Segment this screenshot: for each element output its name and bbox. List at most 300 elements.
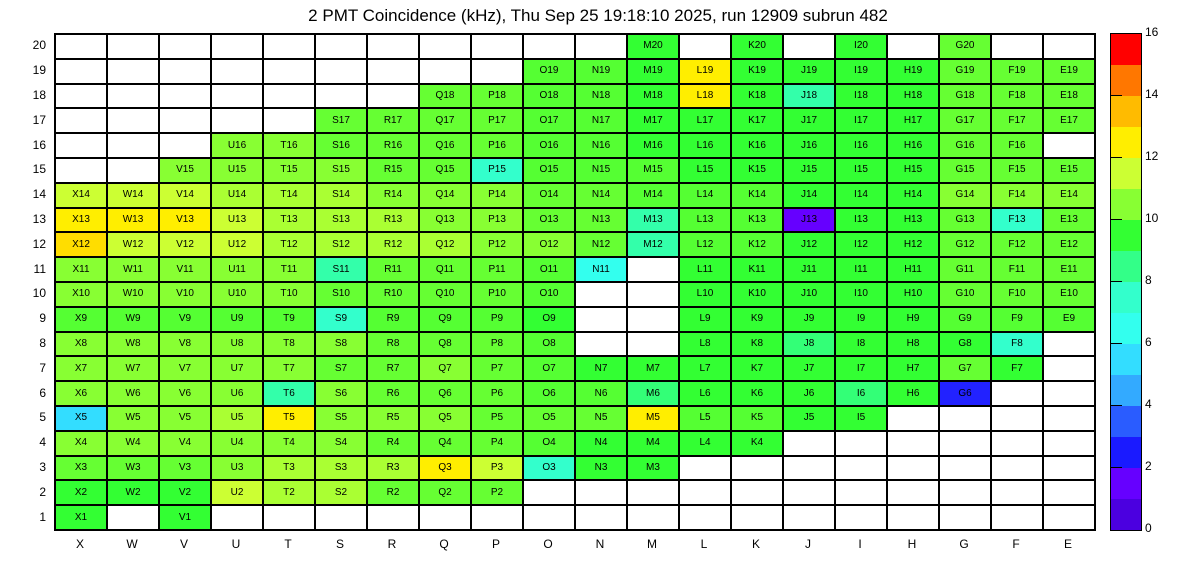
heatmap-cell-empty <box>575 307 627 332</box>
heatmap-cell-empty <box>627 332 679 357</box>
heatmap-cell: J10 <box>783 282 835 307</box>
heatmap-cell: S10 <box>315 282 367 307</box>
heatmap-cell-empty <box>263 108 315 133</box>
heatmap-cell: L19 <box>679 59 731 84</box>
heatmap-cell-empty <box>991 505 1043 530</box>
colorbar-tick-label: 12 <box>1145 149 1159 163</box>
y-axis-tick-label: 2 <box>39 484 46 499</box>
heatmap-cell: M3 <box>627 456 679 481</box>
heatmap-cell: I9 <box>835 307 887 332</box>
heatmap-cell-empty <box>835 431 887 456</box>
colorbar-tick-label: 10 <box>1145 211 1159 225</box>
heatmap-cell-empty <box>159 84 211 109</box>
heatmap-cell-empty <box>679 505 731 530</box>
heatmap-cell: H7 <box>887 356 939 381</box>
heatmap-cell: P6 <box>471 381 523 406</box>
heatmap-cell: T2 <box>263 480 315 505</box>
heatmap-cell: R7 <box>367 356 419 381</box>
heatmap-cell: J12 <box>783 232 835 257</box>
heatmap-cell: O16 <box>523 133 575 158</box>
heatmap-cell: Q5 <box>419 406 471 431</box>
heatmap-cell: H15 <box>887 158 939 183</box>
heatmap-cell-empty <box>991 431 1043 456</box>
heatmap-cell: G11 <box>939 257 991 282</box>
heatmap-cell-empty <box>835 480 887 505</box>
heatmap-cell: L10 <box>679 282 731 307</box>
heatmap-cell: F15 <box>991 158 1043 183</box>
colorbar-segment <box>1111 158 1141 189</box>
heatmap-cell: T8 <box>263 332 315 357</box>
heatmap-cell: Q7 <box>419 356 471 381</box>
heatmap-cell-empty <box>367 505 419 530</box>
heatmap-cell: J7 <box>783 356 835 381</box>
heatmap-cell: U14 <box>211 183 263 208</box>
heatmap-cell: M7 <box>627 356 679 381</box>
heatmap-cell: H10 <box>887 282 939 307</box>
heatmap-cell: T3 <box>263 456 315 481</box>
heatmap-cell: G10 <box>939 282 991 307</box>
heatmap-cell: S16 <box>315 133 367 158</box>
heatmap-cell: I10 <box>835 282 887 307</box>
heatmap-cell: R4 <box>367 431 419 456</box>
heatmap-cell: X9 <box>55 307 107 332</box>
heatmap-cell-empty <box>783 456 835 481</box>
heatmap-cell: N13 <box>575 208 627 233</box>
heatmap-cell-empty <box>211 34 263 59</box>
heatmap-cell: O8 <box>523 332 575 357</box>
heatmap-cell: K19 <box>731 59 783 84</box>
heatmap-cell-empty <box>1043 381 1095 406</box>
heatmap-cell-empty <box>263 34 315 59</box>
heatmap-cell: V9 <box>159 307 211 332</box>
heatmap-cell-empty <box>991 34 1043 59</box>
heatmap-cell: I5 <box>835 406 887 431</box>
heatmap-cell: M15 <box>627 158 679 183</box>
colorbar-segment <box>1111 251 1141 282</box>
heatmap-cell: L6 <box>679 381 731 406</box>
heatmap-cell-empty <box>55 59 107 84</box>
heatmap-cell-empty <box>887 431 939 456</box>
heatmap-cell: U5 <box>211 406 263 431</box>
heatmap-cell-empty <box>783 431 835 456</box>
heatmap-cell-empty <box>263 505 315 530</box>
heatmap-cell-empty <box>159 108 211 133</box>
heatmap-cell: L4 <box>679 431 731 456</box>
heatmap-cell: W6 <box>107 381 159 406</box>
heatmap-cell: I20 <box>835 34 887 59</box>
heatmap-cell: F8 <box>991 332 1043 357</box>
heatmap-cell-empty <box>419 34 471 59</box>
heatmap-cell: X5 <box>55 406 107 431</box>
heatmap-cell: Q12 <box>419 232 471 257</box>
y-axis-tick-label: 17 <box>32 112 46 127</box>
heatmap-cell-empty <box>939 406 991 431</box>
heatmap-cell: N18 <box>575 84 627 109</box>
heatmap-cell-empty <box>575 34 627 59</box>
x-axis-tick-label: M <box>647 537 657 551</box>
heatmap-cell: O9 <box>523 307 575 332</box>
heatmap-cell: N5 <box>575 406 627 431</box>
heatmap-cell-empty <box>263 84 315 109</box>
heatmap-cell: T13 <box>263 208 315 233</box>
x-axis-tick-label: H <box>907 537 917 551</box>
colorbar-segment <box>1111 65 1141 96</box>
heatmap-cell: O19 <box>523 59 575 84</box>
heatmap-cell-empty <box>887 406 939 431</box>
heatmap-cell-empty <box>471 34 523 59</box>
heatmap-cell: K15 <box>731 158 783 183</box>
heatmap-cell-empty <box>1043 356 1095 381</box>
heatmap-cell: G17 <box>939 108 991 133</box>
heatmap-cell: N15 <box>575 158 627 183</box>
heatmap-cell: M13 <box>627 208 679 233</box>
heatmap-cell: H11 <box>887 257 939 282</box>
heatmap-cell: J19 <box>783 59 835 84</box>
heatmap-cell-empty <box>939 505 991 530</box>
heatmap-cell: P9 <box>471 307 523 332</box>
heatmap-cell: S9 <box>315 307 367 332</box>
heatmap-cell: V11 <box>159 257 211 282</box>
heatmap-cell: Q17 <box>419 108 471 133</box>
heatmap-cell: Q9 <box>419 307 471 332</box>
colorbar-segment <box>1111 34 1141 65</box>
heatmap-cell: K8 <box>731 332 783 357</box>
heatmap-cell: U11 <box>211 257 263 282</box>
heatmap-cell-empty <box>575 282 627 307</box>
heatmap-cell: X6 <box>55 381 107 406</box>
heatmap-cell: U16 <box>211 133 263 158</box>
x-axis-tick-label: O <box>543 537 553 551</box>
heatmap-cell-empty <box>159 133 211 158</box>
heatmap-cell-empty <box>991 456 1043 481</box>
heatmap-cell: X8 <box>55 332 107 357</box>
x-axis-tick-label: K <box>751 537 760 551</box>
heatmap-cell: G8 <box>939 332 991 357</box>
heatmap-cell: K6 <box>731 381 783 406</box>
heatmap-cell-empty <box>939 431 991 456</box>
heatmap-cell: T7 <box>263 356 315 381</box>
heatmap-cell: U10 <box>211 282 263 307</box>
colorbar-segment <box>1111 468 1141 499</box>
heatmap-cell: E18 <box>1043 84 1095 109</box>
heatmap-cell: K13 <box>731 208 783 233</box>
heatmap-cell: W9 <box>107 307 159 332</box>
heatmap-cell: I16 <box>835 133 887 158</box>
heatmap-cell: I7 <box>835 356 887 381</box>
heatmap-cell: M6 <box>627 381 679 406</box>
heatmap-cell: N19 <box>575 59 627 84</box>
heatmap-cell: R16 <box>367 133 419 158</box>
heatmap-cell: U8 <box>211 332 263 357</box>
colorbar-tick-label: 8 <box>1145 273 1152 287</box>
heatmap-cell-empty <box>159 34 211 59</box>
heatmap-cell: H8 <box>887 332 939 357</box>
heatmap-cell: K10 <box>731 282 783 307</box>
heatmap-cell: O4 <box>523 431 575 456</box>
x-axis-tick-label: F <box>1012 537 1020 551</box>
heatmap-cell-empty <box>471 59 523 84</box>
heatmap-cell-empty <box>107 505 159 530</box>
heatmap-cell-empty <box>679 456 731 481</box>
heatmap-cell: N6 <box>575 381 627 406</box>
colorbar-segment <box>1111 96 1141 127</box>
x-axis-tick-label: X <box>75 537 84 551</box>
heatmap-cell: Q18 <box>419 84 471 109</box>
heatmap-cell: V8 <box>159 332 211 357</box>
heatmap-cell: S17 <box>315 108 367 133</box>
heatmap-cell-empty <box>575 332 627 357</box>
y-axis-tick-label: 20 <box>32 38 46 53</box>
heatmap-cell-empty <box>367 84 419 109</box>
heatmap-cell: X3 <box>55 456 107 481</box>
colorbar-segment <box>1111 189 1141 220</box>
x-axis-tick-label: G <box>959 537 969 551</box>
heatmap-cell-empty <box>107 84 159 109</box>
heatmap-cell: P16 <box>471 133 523 158</box>
heatmap-cell: W11 <box>107 257 159 282</box>
heatmap-cell: N11 <box>575 257 627 282</box>
heatmap-cell: P8 <box>471 332 523 357</box>
heatmap-cell: O3 <box>523 456 575 481</box>
heatmap-cell: G9 <box>939 307 991 332</box>
heatmap-cell: L16 <box>679 133 731 158</box>
heatmap-cell-empty <box>887 34 939 59</box>
heatmap-cell: L12 <box>679 232 731 257</box>
heatmap-cell: J14 <box>783 183 835 208</box>
heatmap-cell: V15 <box>159 158 211 183</box>
heatmap-cell: F7 <box>991 356 1043 381</box>
heatmap-cell: S6 <box>315 381 367 406</box>
heatmap-cell: V3 <box>159 456 211 481</box>
heatmap-cell: R14 <box>367 183 419 208</box>
heatmap-cell: K11 <box>731 257 783 282</box>
colorbar-segment <box>1111 282 1141 313</box>
heatmap-cell: W4 <box>107 431 159 456</box>
heatmap-cell: P4 <box>471 431 523 456</box>
heatmap-cell: R17 <box>367 108 419 133</box>
heatmap-cell: O10 <box>523 282 575 307</box>
heatmap-cell: L7 <box>679 356 731 381</box>
heatmap-cell: N16 <box>575 133 627 158</box>
heatmap-cell: W3 <box>107 456 159 481</box>
heatmap-cell: W2 <box>107 480 159 505</box>
heatmap-cell-empty <box>55 133 107 158</box>
heatmap-cell: P12 <box>471 232 523 257</box>
heatmap-cell: U4 <box>211 431 263 456</box>
heatmap-cell: I6 <box>835 381 887 406</box>
heatmap-cell: Q16 <box>419 133 471 158</box>
heatmap-cell-empty <box>107 108 159 133</box>
heatmap-cell: M12 <box>627 232 679 257</box>
heatmap-cell: T15 <box>263 158 315 183</box>
heatmap-cell: M19 <box>627 59 679 84</box>
heatmap-cell: E19 <box>1043 59 1095 84</box>
colorbar-tick-mark <box>1110 95 1122 96</box>
heatmap-cell: T16 <box>263 133 315 158</box>
heatmap-cell-empty <box>783 34 835 59</box>
heatmap-cell: O6 <box>523 381 575 406</box>
heatmap-cell-empty <box>991 406 1043 431</box>
heatmap-cell: O17 <box>523 108 575 133</box>
heatmap-cell: R10 <box>367 282 419 307</box>
heatmap-cell-empty <box>887 505 939 530</box>
heatmap-cell: H12 <box>887 232 939 257</box>
heatmap-cell: R15 <box>367 158 419 183</box>
heatmap-cell-empty <box>887 456 939 481</box>
heatmap-cell: N17 <box>575 108 627 133</box>
heatmap-cell: N4 <box>575 431 627 456</box>
colorbar-tick-mark <box>1110 343 1122 344</box>
heatmap-cell: W7 <box>107 356 159 381</box>
heatmap-cell: T11 <box>263 257 315 282</box>
heatmap-cell: J5 <box>783 406 835 431</box>
heatmap-cell: R6 <box>367 381 419 406</box>
heatmap-cell: X11 <box>55 257 107 282</box>
heatmap-cell: G16 <box>939 133 991 158</box>
heatmap-cell: F14 <box>991 183 1043 208</box>
heatmap-cell: Q11 <box>419 257 471 282</box>
y-axis-tick-label: 9 <box>39 311 46 326</box>
heatmap-cell: R8 <box>367 332 419 357</box>
heatmap-cell: U7 <box>211 356 263 381</box>
heatmap-cell: S15 <box>315 158 367 183</box>
heatmap-cell: V2 <box>159 480 211 505</box>
heatmap-cell-empty <box>1043 456 1095 481</box>
heatmap-cell: S8 <box>315 332 367 357</box>
heatmap-cell: J11 <box>783 257 835 282</box>
heatmap-cell: V6 <box>159 381 211 406</box>
heatmap-cell: U12 <box>211 232 263 257</box>
heatmap-cell: Q15 <box>419 158 471 183</box>
heatmap-cell: X2 <box>55 480 107 505</box>
heatmap-cell-empty <box>627 282 679 307</box>
colorbar-tick-label: 4 <box>1145 397 1152 411</box>
y-axis-tick-label: 19 <box>32 63 46 78</box>
heatmap-cell: R5 <box>367 406 419 431</box>
heatmap-cell: E15 <box>1043 158 1095 183</box>
heatmap-cell: F9 <box>991 307 1043 332</box>
heatmap-cell-empty <box>731 505 783 530</box>
heatmap-cell: V1 <box>159 505 211 530</box>
x-axis-tick-label: R <box>387 537 397 551</box>
heatmap-cell: V13 <box>159 208 211 233</box>
heatmap-cell: I12 <box>835 232 887 257</box>
heatmap-cell-empty <box>575 480 627 505</box>
colorbar-segment <box>1111 437 1141 468</box>
heatmap-cell: L5 <box>679 406 731 431</box>
heatmap-cell: W8 <box>107 332 159 357</box>
heatmap-cell: O12 <box>523 232 575 257</box>
heatmap-cell: J6 <box>783 381 835 406</box>
heatmap-cell-empty <box>523 34 575 59</box>
heatmap-cell: K18 <box>731 84 783 109</box>
y-axis-tick-label: 12 <box>32 236 46 251</box>
heatmap-cell-empty <box>575 505 627 530</box>
colorbar-segment <box>1111 220 1141 251</box>
heatmap-cell: R13 <box>367 208 419 233</box>
heatmap-cell: E17 <box>1043 108 1095 133</box>
heatmap-cell-empty <box>107 158 159 183</box>
heatmap-cell: U2 <box>211 480 263 505</box>
heatmap-cell: G19 <box>939 59 991 84</box>
heatmap-cell: Q8 <box>419 332 471 357</box>
heatmap-cell: T10 <box>263 282 315 307</box>
heatmap-cell-empty <box>783 480 835 505</box>
heatmap-cell: N3 <box>575 456 627 481</box>
heatmap-cell: X14 <box>55 183 107 208</box>
heatmap-cell: E9 <box>1043 307 1095 332</box>
heatmap-cell: V14 <box>159 183 211 208</box>
heatmap-cell: X13 <box>55 208 107 233</box>
heatmap-cell-empty <box>419 505 471 530</box>
y-axis-tick-label: 14 <box>32 187 46 202</box>
heatmap-cell: F11 <box>991 257 1043 282</box>
heatmap-cell: M17 <box>627 108 679 133</box>
heatmap-cell-empty <box>107 59 159 84</box>
x-axis-tick-label: Q <box>439 537 449 551</box>
heatmap-cell: L8 <box>679 332 731 357</box>
heatmap-cell-empty <box>263 59 315 84</box>
heatmap-cell-empty <box>627 480 679 505</box>
heatmap-cell: Q10 <box>419 282 471 307</box>
heatmap-cell-empty <box>1043 431 1095 456</box>
heatmap-cell: S14 <box>315 183 367 208</box>
heatmap-cell-empty <box>55 108 107 133</box>
heatmap-cell-empty <box>315 59 367 84</box>
heatmap-cell: J17 <box>783 108 835 133</box>
heatmap-cell: Q6 <box>419 381 471 406</box>
heatmap-cell: K16 <box>731 133 783 158</box>
heatmap-cell: U9 <box>211 307 263 332</box>
colorbar-tick-mark <box>1110 405 1122 406</box>
x-axis-tick-label: I <box>858 537 862 551</box>
heatmap-cell: Q3 <box>419 456 471 481</box>
heatmap-cell: O14 <box>523 183 575 208</box>
heatmap-cell: G18 <box>939 84 991 109</box>
heatmap-cell-empty <box>1043 406 1095 431</box>
heatmap-cell: U3 <box>211 456 263 481</box>
heatmap-cell: H17 <box>887 108 939 133</box>
heatmap-cell: P14 <box>471 183 523 208</box>
heatmap-cell: S11 <box>315 257 367 282</box>
heatmap-cell: I19 <box>835 59 887 84</box>
heatmap-cell: F18 <box>991 84 1043 109</box>
heatmap-cell: N14 <box>575 183 627 208</box>
heatmap-cell: I18 <box>835 84 887 109</box>
heatmap-cell-empty <box>107 133 159 158</box>
heatmap-cell-empty <box>627 257 679 282</box>
colorbar-tick-mark <box>1110 281 1122 282</box>
heatmap-cell: F12 <box>991 232 1043 257</box>
y-axis-tick-label: 15 <box>32 162 46 177</box>
heatmap-cell-empty <box>835 505 887 530</box>
x-axis-tick-label: L <box>700 537 708 551</box>
heatmap-cell-empty <box>627 505 679 530</box>
colorbar-segment <box>1111 344 1141 375</box>
heatmap-cell-empty <box>939 480 991 505</box>
heatmap-cell: K9 <box>731 307 783 332</box>
heatmap-cell: I15 <box>835 158 887 183</box>
x-axis-tick-label: N <box>595 537 605 551</box>
heatmap-cell: L9 <box>679 307 731 332</box>
heatmap-cell: J13 <box>783 208 835 233</box>
y-axis-tick-label: 3 <box>39 460 46 474</box>
heatmap-cell: L11 <box>679 257 731 282</box>
heatmap-cell: T6 <box>263 381 315 406</box>
heatmap-cell: X12 <box>55 232 107 257</box>
heatmap-cell-empty <box>419 59 471 84</box>
heatmap-cell: V7 <box>159 356 211 381</box>
